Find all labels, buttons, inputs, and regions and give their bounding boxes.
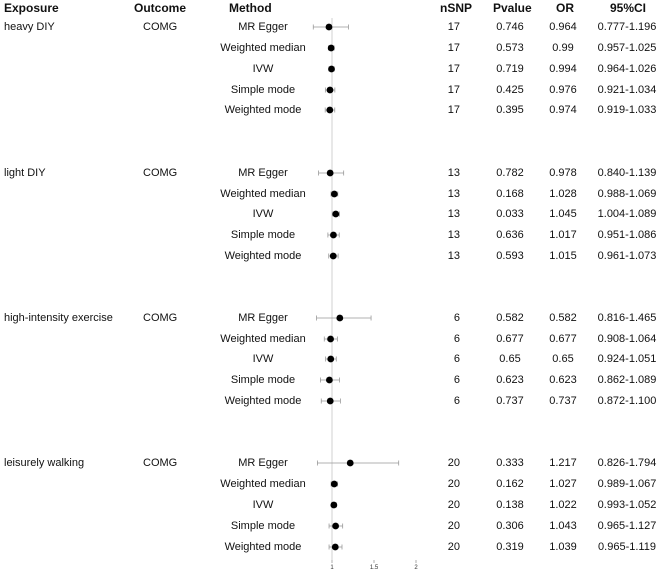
- exposure-label: light DIY: [4, 167, 46, 179]
- point-estimate: [332, 523, 339, 530]
- pvalue-value: 0.333: [496, 457, 524, 469]
- pvalue-value: 0.168: [496, 188, 524, 200]
- point-estimate: [327, 87, 334, 94]
- nsnp-value: 17: [447, 63, 460, 75]
- or-value: 0.978: [549, 167, 577, 179]
- or-value: 0.737: [549, 395, 577, 407]
- exposure-label: leisurely walking: [4, 457, 85, 469]
- pvalue-value: 0.746: [496, 21, 524, 33]
- point-estimate: [330, 502, 337, 509]
- outcome-label: COMG: [143, 312, 178, 324]
- nsnp-value: 20: [447, 541, 460, 553]
- method-label: MR Egger: [238, 457, 288, 469]
- method-label: Weighted median: [220, 333, 306, 345]
- nsnp-value: 13: [447, 188, 460, 200]
- pvalue-value: 0.636: [496, 229, 524, 241]
- or-value: 1.043: [549, 520, 577, 532]
- point-estimate: [326, 377, 333, 384]
- header-pvalue: Pvalue: [493, 1, 532, 15]
- nsnp-value: 13: [447, 208, 460, 220]
- exposure-label: high-intensity exercise: [4, 312, 113, 324]
- method-label: Weighted median: [220, 42, 306, 54]
- or-value: 0.99: [552, 42, 574, 54]
- ci-value: 0.826-1.794: [597, 457, 657, 469]
- pvalue-value: 0.138: [496, 499, 524, 511]
- point-estimate: [328, 66, 335, 73]
- header-ci: 95%CI: [610, 1, 647, 15]
- ci-value: 0.964-1.026: [597, 63, 657, 75]
- or-value: 0.65: [552, 353, 574, 365]
- or-value: 1.039: [549, 541, 577, 553]
- point-estimate: [327, 170, 334, 177]
- point-estimate: [332, 211, 339, 218]
- point-estimate: [327, 336, 334, 343]
- method-label: IVW: [252, 208, 274, 220]
- ci-value: 0.924-1.051: [597, 353, 657, 365]
- method-label: Weighted median: [220, 188, 306, 200]
- outcome-label: COMG: [143, 21, 178, 33]
- or-value: 0.964: [549, 21, 577, 33]
- ci-value: 0.777-1.196: [597, 21, 657, 33]
- ci-value: 0.908-1.064: [597, 333, 657, 345]
- outcome-label: COMG: [143, 167, 178, 179]
- ci-value: 1.004-1.089: [597, 208, 657, 220]
- nsnp-value: 13: [447, 250, 460, 262]
- header-method: Method: [229, 1, 272, 15]
- or-value: 0.623: [549, 374, 577, 386]
- nsnp-value: 6: [453, 353, 460, 365]
- or-value: 1.028: [549, 188, 577, 200]
- nsnp-value: 17: [447, 84, 460, 96]
- or-value: 0.582: [549, 312, 577, 324]
- nsnp-value: 20: [447, 520, 460, 532]
- point-estimate: [327, 356, 334, 363]
- pvalue-value: 0.593: [496, 250, 524, 262]
- nsnp-value: 13: [447, 167, 460, 179]
- method-label: IVW: [252, 353, 274, 365]
- ci-value: 0.862-1.089: [597, 374, 657, 386]
- method-label: Simple mode: [230, 84, 296, 96]
- method-label: Weighted mode: [224, 395, 302, 407]
- pvalue-value: 0.782: [496, 167, 524, 179]
- x-tick-label: 1: [330, 565, 334, 571]
- nsnp-value: 20: [447, 499, 460, 511]
- or-value: 1.045: [549, 208, 577, 220]
- header-outcome: Outcome: [134, 1, 187, 15]
- pvalue-value: 0.395: [496, 104, 524, 116]
- method-label: Weighted mode: [224, 250, 302, 262]
- method-label: Weighted median: [220, 478, 306, 490]
- pvalue-value: 0.306: [496, 520, 524, 532]
- header-nsnp: nSNP: [440, 1, 473, 15]
- method-label: MR Egger: [238, 167, 288, 179]
- nsnp-value: 6: [453, 312, 460, 324]
- point-estimate: [326, 107, 333, 114]
- ci-value: 0.816-1.465: [597, 312, 657, 324]
- outcome-label: COMG: [143, 457, 178, 469]
- ci-value: 0.989-1.067: [597, 478, 657, 490]
- method-label: Weighted mode: [224, 104, 302, 116]
- point-estimate: [330, 253, 337, 260]
- pvalue-value: 0.677: [496, 333, 524, 345]
- ci-value: 0.921-1.034: [597, 84, 657, 96]
- method-label: IVW: [252, 63, 274, 75]
- ci-value: 0.961-1.073: [597, 250, 657, 262]
- pvalue-value: 0.737: [496, 395, 524, 407]
- point-estimate: [330, 232, 337, 239]
- nsnp-value: 6: [453, 395, 460, 407]
- ci-value: 0.957-1.025: [597, 42, 657, 54]
- x-tick-label: 1.5: [369, 565, 379, 571]
- nsnp-value: 6: [453, 333, 460, 345]
- nsnp-value: 17: [447, 104, 460, 116]
- point-estimate: [327, 398, 334, 405]
- nsnp-value: 17: [447, 42, 460, 54]
- or-value: 1.027: [549, 478, 577, 490]
- ci-value: 0.965-1.119: [598, 541, 656, 553]
- or-value: 0.976: [549, 84, 577, 96]
- header-exposure: Exposure: [4, 1, 59, 15]
- pvalue-value: 0.719: [496, 63, 524, 75]
- ci-value: 0.840-1.139: [597, 167, 657, 179]
- ci-value: 0.988-1.069: [597, 188, 657, 200]
- or-value: 1.017: [549, 229, 577, 241]
- method-label: Simple mode: [230, 520, 296, 532]
- point-estimate: [347, 460, 354, 467]
- or-value: 0.994: [549, 63, 577, 75]
- method-label: MR Egger: [238, 21, 288, 33]
- or-value: 0.974: [549, 104, 577, 116]
- nsnp-value: 6: [453, 374, 460, 386]
- method-label: MR Egger: [238, 312, 288, 324]
- ci-value: 0.965-1.127: [597, 520, 657, 532]
- method-label: Weighted mode: [224, 541, 302, 553]
- exposure-label: heavy DIY: [4, 21, 55, 33]
- nsnp-value: 20: [447, 478, 460, 490]
- pvalue-value: 0.033: [496, 208, 524, 220]
- pvalue-value: 0.425: [496, 84, 524, 96]
- method-label: IVW: [252, 499, 274, 511]
- or-value: 1.217: [549, 457, 577, 469]
- pvalue-value: 0.65: [499, 353, 521, 365]
- ci-value: 0.919-1.033: [597, 104, 657, 116]
- or-value: 1.022: [549, 499, 577, 511]
- method-label: Simple mode: [230, 229, 296, 241]
- or-value: 1.015: [549, 250, 577, 262]
- ci-value: 0.993-1.052: [597, 499, 657, 511]
- ci-value: 0.872-1.100: [597, 395, 657, 407]
- point-estimate: [328, 45, 335, 52]
- pvalue-value: 0.162: [496, 478, 524, 490]
- pvalue-value: 0.582: [496, 312, 524, 324]
- method-label: Simple mode: [230, 374, 296, 386]
- nsnp-value: 13: [447, 229, 460, 241]
- point-estimate: [331, 191, 338, 198]
- pvalue-value: 0.623: [496, 374, 524, 386]
- or-value: 0.677: [549, 333, 577, 345]
- point-estimate: [326, 24, 333, 31]
- nsnp-value: 20: [447, 457, 460, 469]
- pvalue-value: 0.573: [496, 42, 524, 54]
- x-tick-label: 2: [414, 565, 418, 571]
- ci-value: 0.951-1.086: [597, 229, 657, 241]
- point-estimate: [331, 481, 338, 488]
- header-or: OR: [556, 1, 574, 15]
- point-estimate: [332, 544, 339, 551]
- nsnp-value: 17: [447, 21, 460, 33]
- point-estimate: [336, 315, 343, 322]
- pvalue-value: 0.319: [496, 541, 524, 553]
